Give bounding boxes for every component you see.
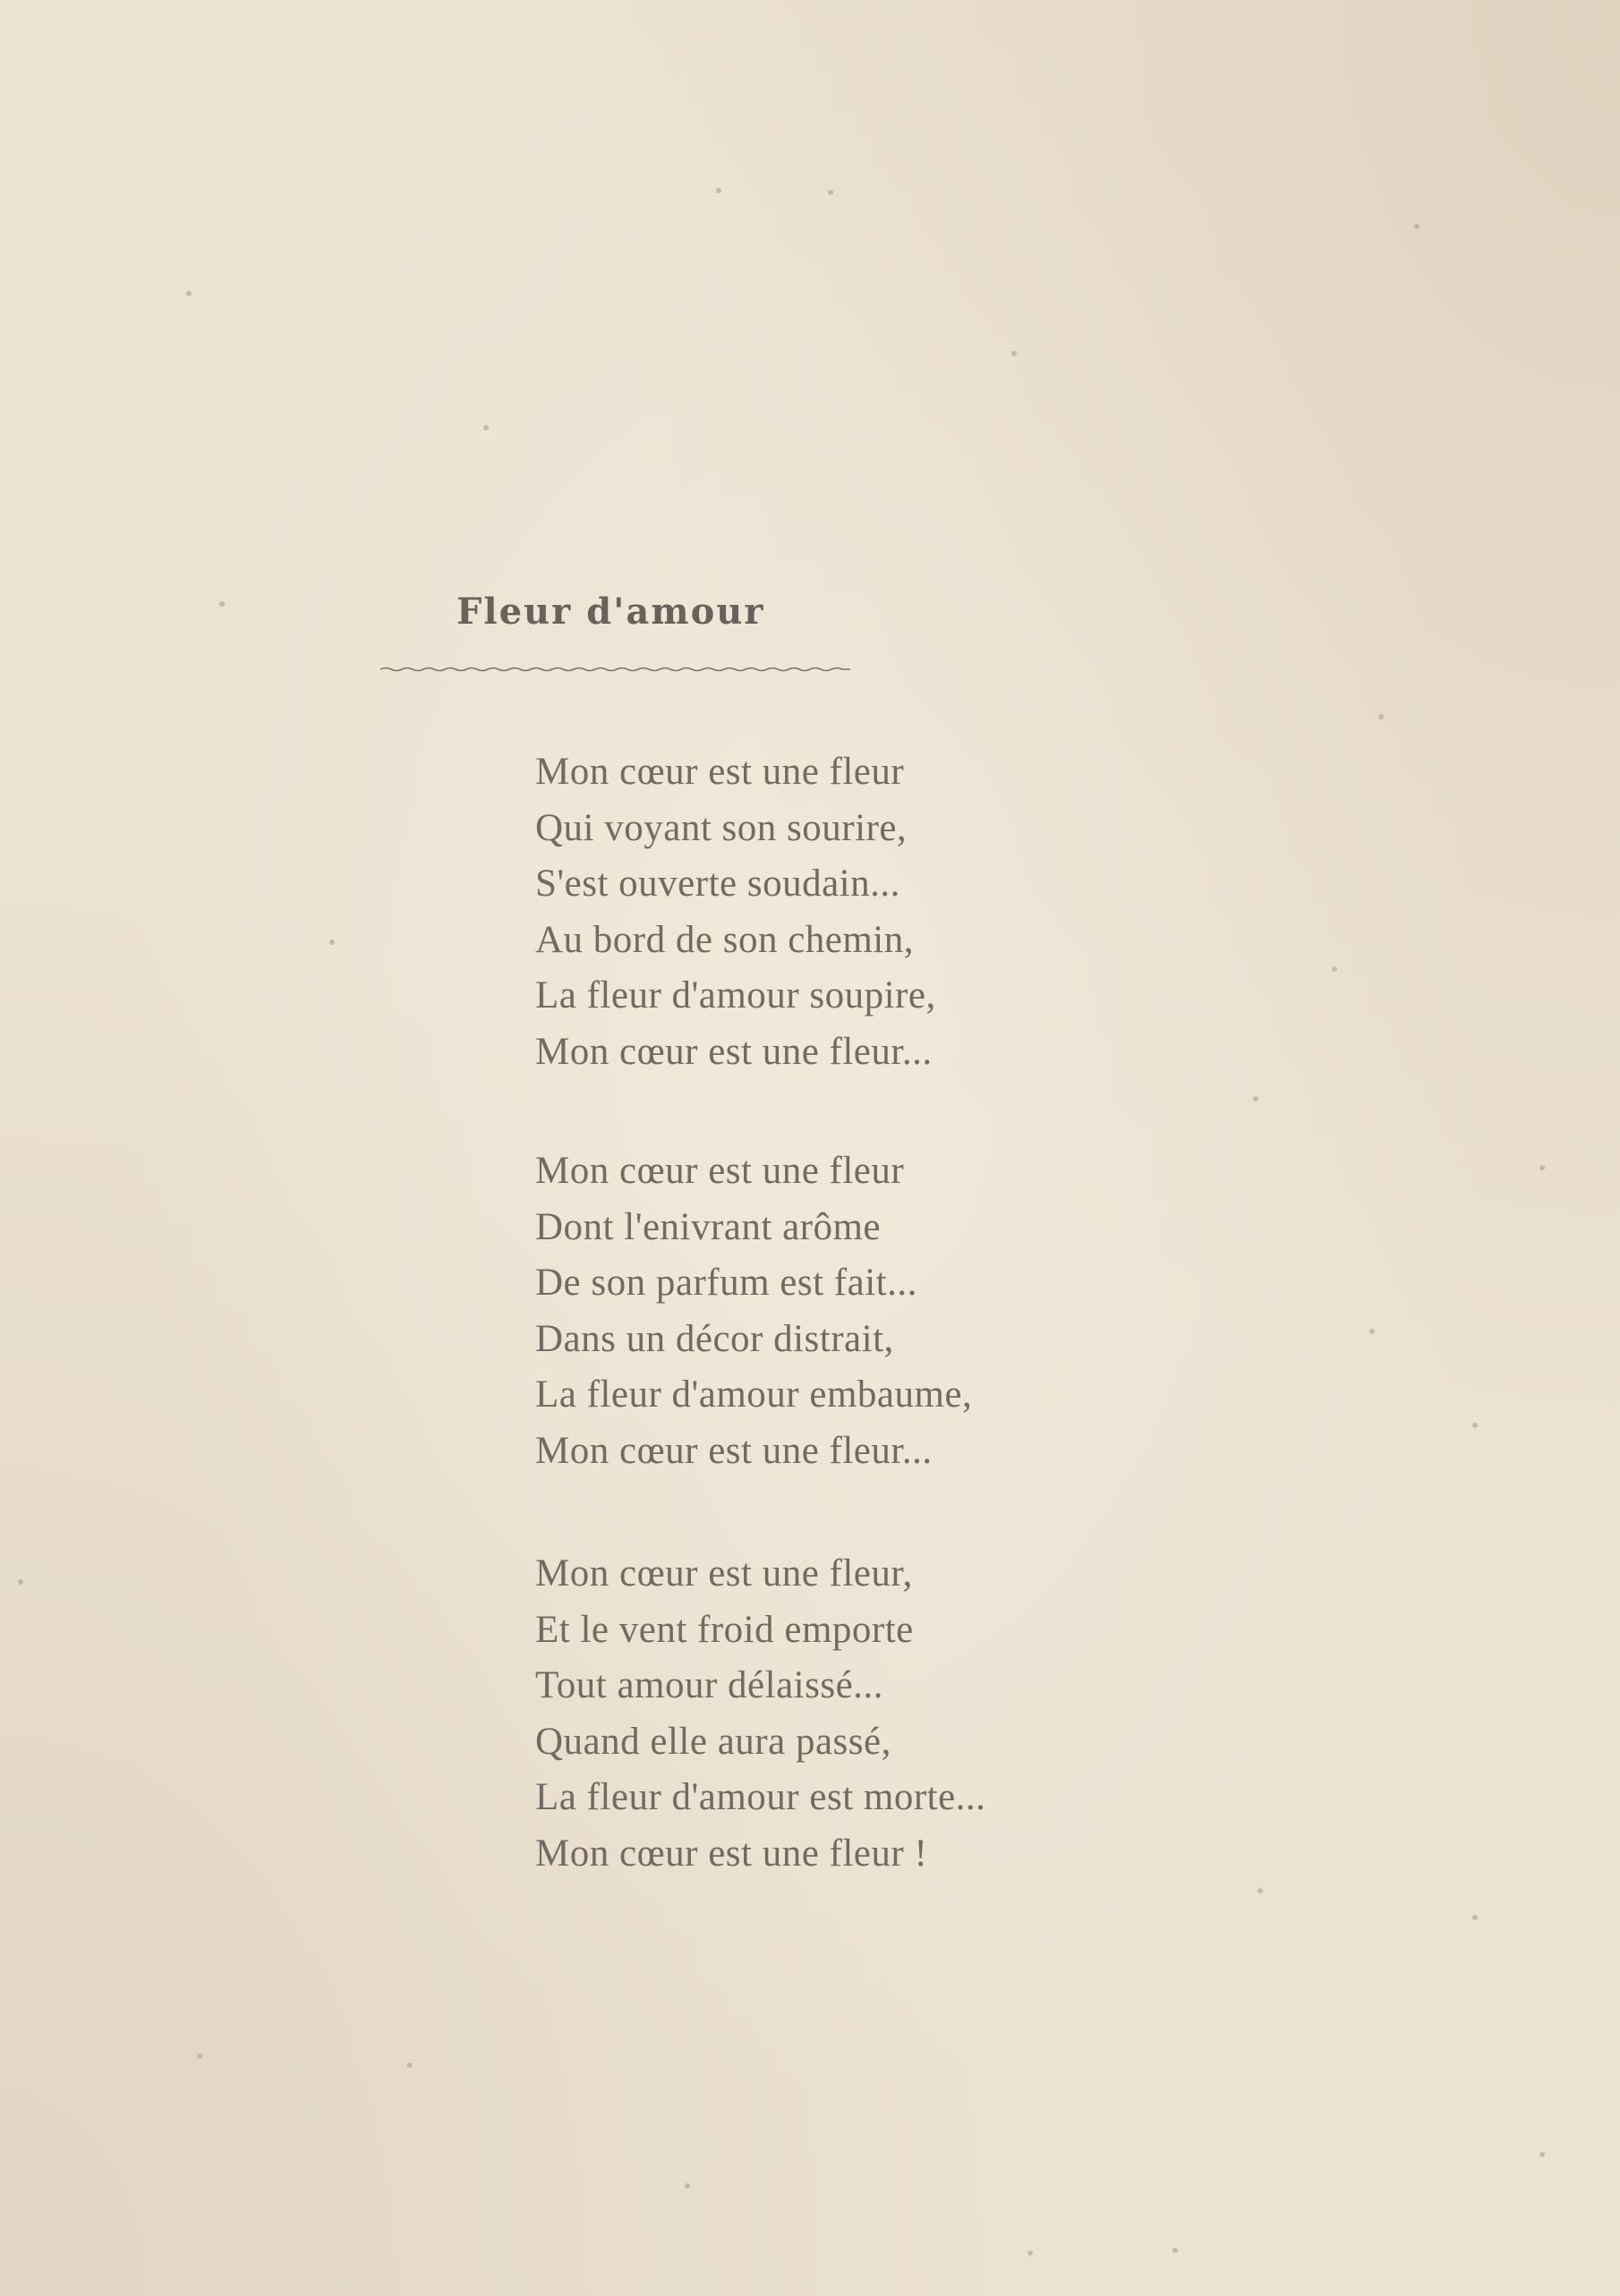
title-underline-ornament <box>380 666 850 673</box>
poem-line: S'est ouverte soudain... <box>535 863 900 905</box>
poem-line: Mon cœur est une fleur ! <box>535 1832 928 1875</box>
poem-line: Mon cœur est une fleur... <box>535 1429 933 1472</box>
poem-line: La fleur d'amour est morte... <box>535 1776 986 1818</box>
paper-speck <box>186 291 192 296</box>
stanza-3 <box>535 1546 985 1882</box>
stanza-1 <box>535 744 936 1080</box>
poem-line: De son parfum est fait... <box>535 1262 917 1304</box>
paper-speck <box>18 1579 23 1585</box>
paper-speck <box>685 2183 690 2189</box>
poem-line: Mon cœur est une fleur, <box>535 1552 913 1594</box>
paper-speck <box>1539 1165 1545 1170</box>
paper-speck <box>716 188 721 193</box>
poem-line: La fleur d'amour soupire, <box>535 974 936 1016</box>
paper-speck <box>1472 1423 1478 1428</box>
paper-speck <box>1253 1096 1258 1101</box>
paper-speck <box>1027 2250 1033 2256</box>
paper-speck <box>1378 714 1384 719</box>
poem-line: Dans un décor distrait, <box>535 1317 894 1360</box>
poem-line: Tout amour délaissé... <box>535 1664 883 1706</box>
stanza-2 <box>535 1144 972 1479</box>
poem-line: Au bord de son chemin, <box>535 918 915 961</box>
paper-speck <box>1172 2248 1178 2253</box>
paper-speck <box>407 2062 413 2068</box>
paper-speck <box>483 425 489 430</box>
paper-speck <box>1258 1888 1263 1893</box>
poem-line: Mon cœur est une fleur <box>535 751 905 793</box>
paper-speck <box>329 940 335 945</box>
paper-speck <box>1472 1915 1478 1920</box>
poem-line: La fleur d'amour embaume, <box>535 1373 973 1416</box>
paper-speck <box>1332 966 1337 972</box>
poem-line: Mon cœur est une fleur... <box>535 1030 933 1073</box>
poem-title: Fleur d'amour <box>456 591 765 633</box>
poem-line: Dont l'enivrant arôme <box>535 1205 882 1248</box>
paper-speck <box>1369 1329 1375 1334</box>
poem-line: Qui voyant son sourire, <box>535 806 908 849</box>
paper-speck <box>219 601 225 607</box>
paper-speck <box>1011 351 1017 356</box>
paper-speck <box>1539 2152 1545 2157</box>
paper-speck <box>828 190 833 195</box>
poem-line: Quand elle aura passé, <box>535 1720 891 1763</box>
poem-line: Et le vent froid emporte <box>535 1608 914 1651</box>
paper-speck <box>1414 224 1420 229</box>
paper-speck <box>197 2054 202 2059</box>
poem-line: Mon cœur est une fleur <box>535 1150 905 1192</box>
